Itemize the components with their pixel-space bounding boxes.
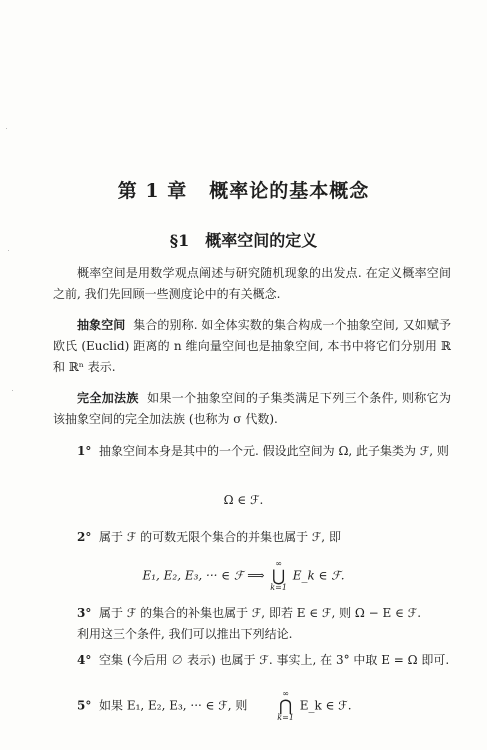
abstract-space-text: 集合的别称. 如全体实数的集合构成一个抽象空间, 又如赋予欧氏 (Euclid) 距离的 n 维向量空间也是抽象空间, 本书中将它们分别用 ℝ 和 ℝⁿ 表示. (53, 318, 451, 374)
union-operator (270, 560, 287, 592)
chapter-heading (0, 176, 487, 203)
chapter-title: 概率论的基本概念 (209, 180, 370, 202)
abstract-space-term: 抽象空间 (77, 318, 126, 332)
consequence-line: 利用这三个条件, 我们可以推出下列结论. (77, 627, 293, 641)
union-upper-limit: ∞ (275, 559, 282, 568)
condition-2 (53, 527, 451, 548)
chapter-number: 第 1 章 (117, 180, 188, 202)
condition-label: 2° (77, 530, 92, 544)
sigma-field-term: 完全加法族 (77, 391, 139, 405)
scan-speck (12, 390, 13, 391)
intersection-lower-limit: k=1 (277, 713, 294, 722)
condition-1 (53, 441, 451, 462)
formula-countable-union (0, 560, 487, 592)
union-symbol: ⋃ (272, 566, 286, 585)
formula-right: E_k ∈ ℱ. (292, 568, 345, 583)
scan-speck (6, 128, 7, 129)
condition-text: 属于 ℱ 的可数无限个集合的并集也属于 ℱ, 即 (99, 530, 341, 544)
result-text-before: 如果 E₁, E₂, E₃, ··· ∈ ℱ, 则 (99, 698, 248, 713)
abstract-space-paragraph (53, 315, 451, 378)
sigma-field-paragraph (53, 388, 451, 430)
sigma-field-text: 如果一个抽象空间的子集类满足下列三个条件, 则称它为该抽象空间的完全加法族 (也称为 σ 代数). (53, 391, 451, 426)
intersection-symbol: ⋂ (279, 696, 293, 715)
result-5 (53, 690, 451, 722)
condition-label: 3° (77, 606, 92, 620)
condition-text: 抽象空间本身是其中的一个元. 假设此空间为 Ω, 此子集类为 ℱ, 则 (99, 444, 449, 458)
section-heading (0, 228, 487, 251)
formula-omega-in-f: Ω ∈ ℱ. (223, 493, 264, 507)
section-title: 概率空间的定义 (205, 231, 318, 250)
condition-text: 属于 ℱ 的集合的补集也属于 ℱ, 即若 E ∈ ℱ, 则 Ω − E ∈ ℱ. (99, 606, 422, 620)
intersection-upper-limit: ∞ (282, 689, 289, 698)
section-number: §1 (169, 231, 190, 250)
condition-label: 1° (77, 444, 92, 458)
result-label: 5° (77, 698, 92, 713)
result-4 (53, 650, 451, 671)
result-text-after: E_k ∈ ℱ. (299, 698, 352, 713)
result-label: 4° (77, 653, 92, 667)
result-text: 空集 (今后用 ∅ 表示) 也属于 ℱ. 事实上, 在 3° 中取 E = Ω 即可. (99, 653, 450, 667)
condition-3 (53, 603, 451, 624)
intersection-operator (253, 690, 294, 722)
intro-paragraph: 概率空间是用数学观点阐述与研究随机现象的出发点. 在定义概率空间之前, 我们先回顾一些测度论中的有关概念. (53, 266, 451, 301)
union-lower-limit: k=1 (270, 583, 287, 592)
formula-left: E₁, E₂, E₃, ··· ∈ ℱ ⟹ (142, 568, 265, 583)
